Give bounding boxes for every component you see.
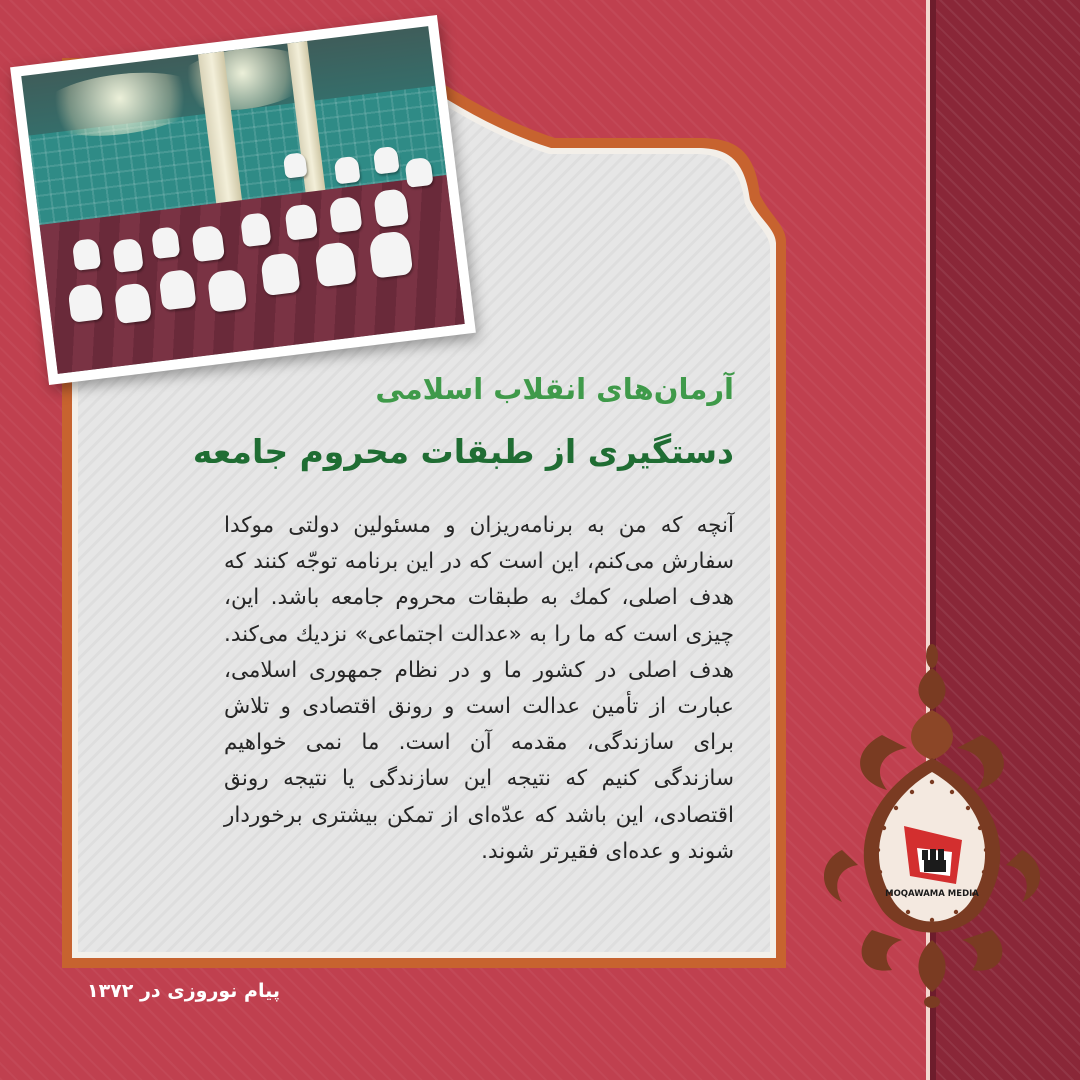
main-title: دستگیری از طبقات محروم جامعه <box>192 432 734 471</box>
paisley-ornament-icon <box>812 640 1052 1010</box>
quote-body: آنچه که من به برنامه‌ریزان و مسئولین دولتی موکدا سفارش می‌کنم، این است که در این برنامه توجّه کنند که هدف اصلی، کمك به طبقات محروم جامعه باشد. این، چیزی است که ما را به «عدالت اجتماعی» نزدیك می‌کند. هدف اصلی در کشور ما و در نظام جمهوری اسلامی، عبارت از تأمین عدالت است و رونق اقتصادی و تلاش برای سازندگی، مقدمه آن است. ما نمی خواهیم سازندگی کنیم که نتیجه این سازندگی یا نتیجه رونق اقتصادی، این باشد که عدّه‌ای از تمکن بیشتری برخوردار شوند و عده‌ای فقیرتر شوند. <box>224 513 734 864</box>
source-caption: پیام نوروزی در ۱۳۷۲ <box>86 980 280 1002</box>
food-parcels-photo <box>10 15 476 385</box>
subtitle-heading: آرمان‌های انقلاب اسلامی <box>375 372 734 406</box>
brand-name: MOQAWAMA MEDIA <box>885 889 979 899</box>
